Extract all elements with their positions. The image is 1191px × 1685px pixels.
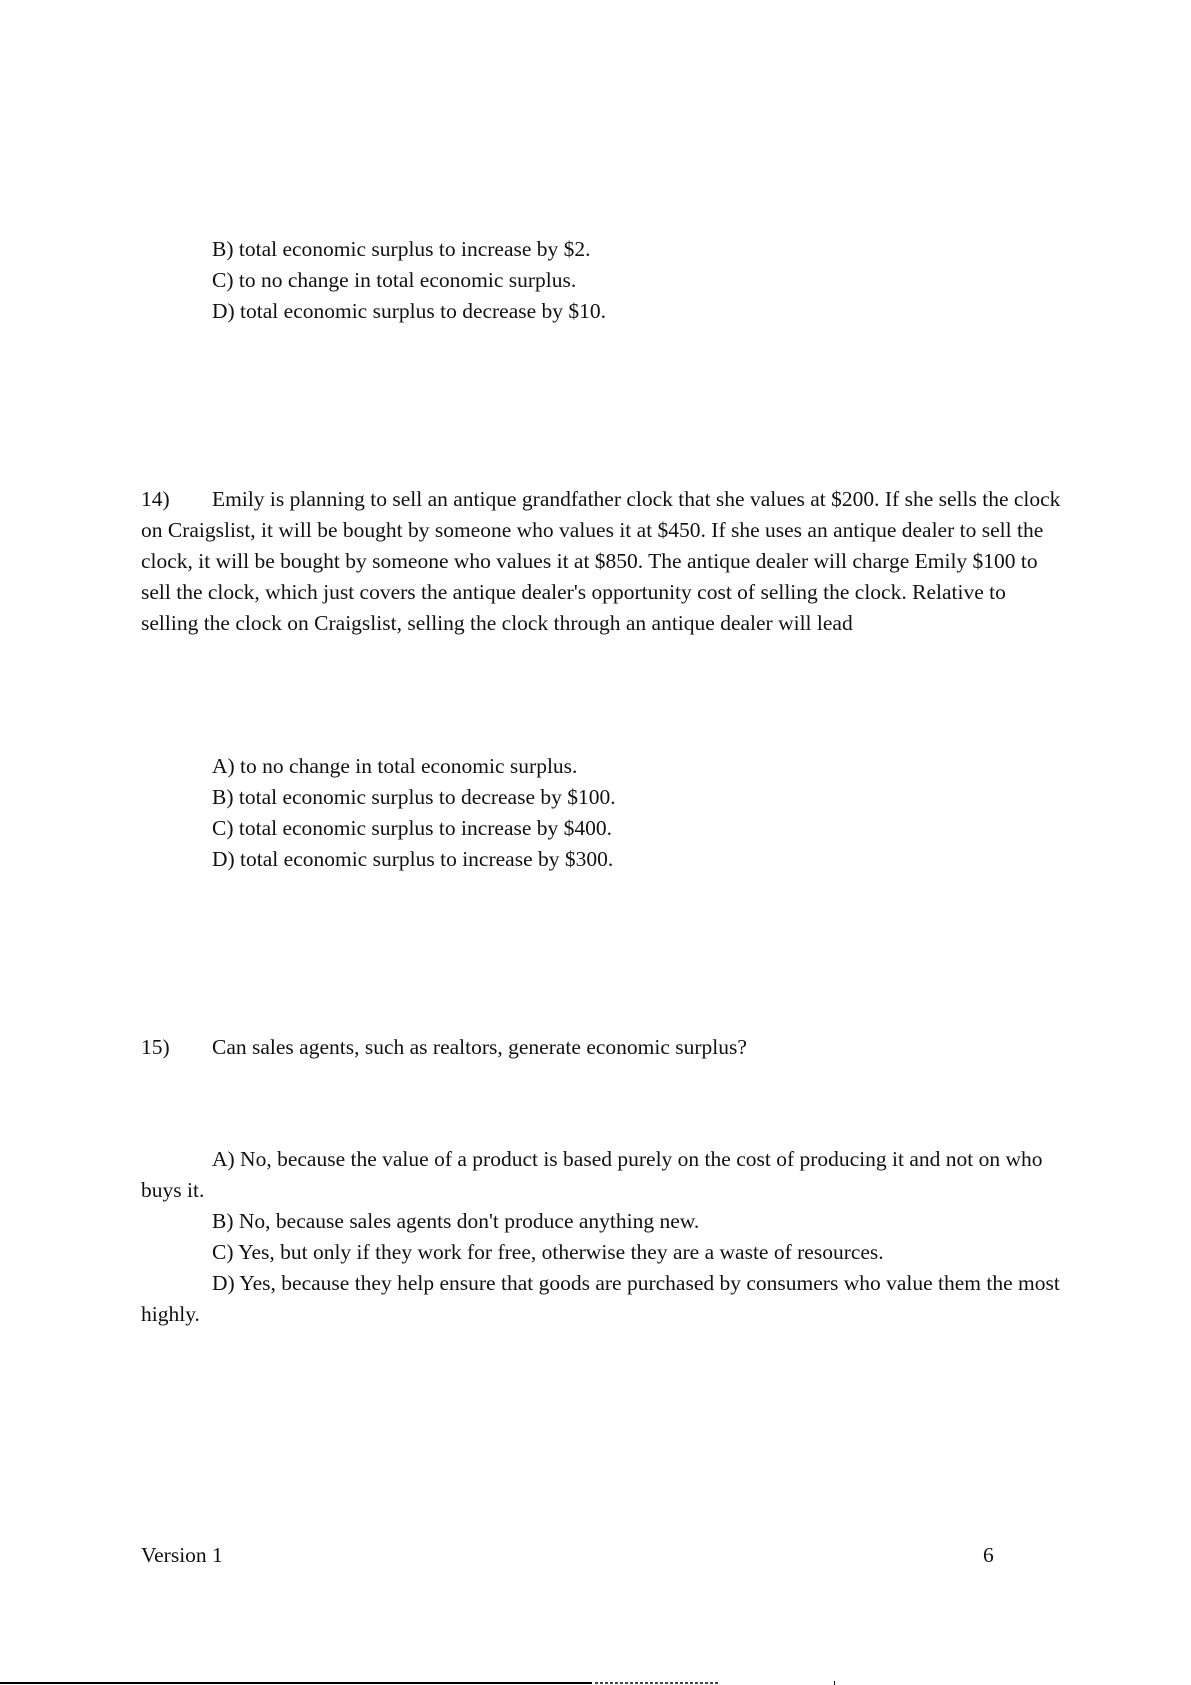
option-b: B) total economic surplus to decrease by $100.: [212, 785, 616, 809]
option-d: D) total economic surplus to decrease by $10.: [212, 299, 607, 323]
footer-version: Version 1: [141, 1543, 223, 1567]
question-14: [141, 484, 1066, 639]
option-c: C) total economic surplus to increase by $400.: [212, 816, 613, 840]
option-c: C) Yes, but only if they work for free, otherwise they are a waste of resources.: [212, 1240, 884, 1264]
page-bottom-rule-dotted: [595, 1682, 720, 1684]
question-number: 15): [141, 1035, 170, 1059]
option-c: C) to no change in total economic surplus.: [212, 268, 577, 292]
q15-options: [141, 1144, 1061, 1330]
page-bottom-rule: [0, 1682, 592, 1684]
option-a: A) No, because the value of a product is based purely on the cost of producing it and not on who buys it.: [141, 1147, 1043, 1202]
option-b: B) total economic surplus to increase by $2.: [212, 237, 591, 261]
option-d: D) total economic surplus to increase by $300.: [212, 847, 614, 871]
question-15: [141, 1032, 1061, 1063]
q14-options: [141, 751, 1061, 875]
page-bottom-tick: [834, 1681, 835, 1685]
option-d: D) Yes, because they help ensure that goods are purchased by consumers who value them the most highly.: [141, 1271, 1060, 1326]
question-text: Can sales agents, such as realtors, generate economic surplus?: [212, 1035, 747, 1059]
option-b: B) No, because sales agents don't produce anything new.: [212, 1209, 700, 1233]
option-a: A) to no change in total economic surplus.: [212, 754, 578, 778]
footer-page-number: 6: [983, 1543, 994, 1567]
q13-options: [141, 234, 1061, 327]
question-number: 14): [141, 487, 170, 511]
question-text: Emily is planning to sell an antique grandfather clock that she values at $200. If she sells the clock on Craigslist, it will be bought by someone who values it at $450. If she uses an antique dealer to sell the clock, it will be bought by someone who values it at $850. The antique dealer will charge Emily $100 to sell the clock, which just covers the antique dealer's opportunity cost of selling the clock. Relative to selling the clock on Craigslist, selling the clock through an antique dealer will lead: [141, 487, 1061, 635]
